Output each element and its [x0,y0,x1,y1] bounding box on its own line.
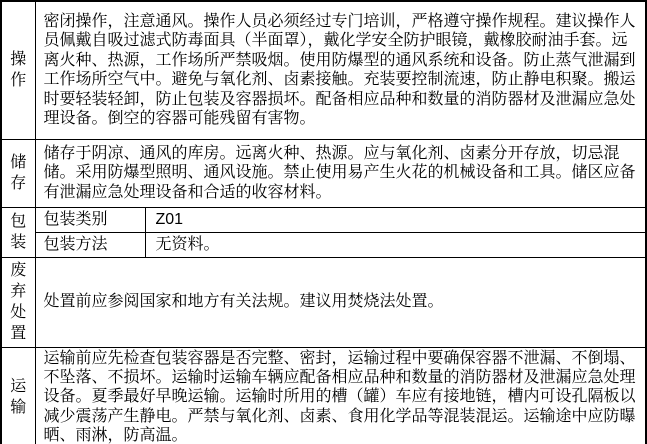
row-content-operation: 密闭操作，注意通风。操作人员必须经过专门培训，严格遵守操作规程。建议操作人员佩戴自吸过滤式防毒面具（半面罩），戴化学安全防护眼镜，戴橡胶耐油手套。远离火种、热源，工作场所严禁吸烟。使用防爆型的通风系统和设备。防止蒸气泄漏到工作场所空气中。避免与氧化剂、卤素接触。充装要控制流速，防止静电积聚。搬运时要轻装轻卸，防止包装及容器损坏。配备相应品种和数量的消防器材及泄漏应急处理设备。倒空的容器可能残留有害物。 [35,1,646,139]
row-label-storage [1,139,35,207]
packaging-category-value: Z01 [145,207,646,232]
row-label-transport-text: 运输 [10,378,27,417]
row-content-transport: 运输前应先检查包装容器是否完整、密封，运输过程中要确保容器不泄漏、不倒塌、不坠落、不损坏。运输时运输车辆应配备相应品种和数量的消防器材及泄漏应急处理设备。夏季最好早晚运输。运输时所用的槽（罐）车应有接地链，槽内可设孔隔板以减少震荡产生静电。严禁与氧化剂、卤素、食用化学品等混装混运。运输途中应防曝晒、雨淋，防高温。 [35,347,646,444]
table-row-packaging-method [1,232,646,257]
row-label-operation-text: 操作 [10,51,27,90]
row-label-disposal [1,257,35,347]
table-row-disposal [1,257,646,347]
row-content-storage: 储存于阴凉、通风的库房。远离火种、热源。应与氧化剂、卤素分开存放，切忌混储。采用防爆型照明、通风设施。禁止使用易产生火花的机械设备和工具。储区应备有泄漏应急处理设备和合适的收容材料。 [35,139,646,207]
table-row-transport [1,347,646,444]
row-label-transport [1,347,35,444]
table-row-storage [1,139,646,207]
row-label-packaging [1,207,35,257]
row-label-disposal-text: 废弃处置 [10,262,27,342]
row-content-disposal: 处置前应参阅国家和地方有关法规。建议用焚烧法处置。 [35,257,646,347]
table-row-packaging-category [1,207,646,232]
table-row-operation [1,1,646,139]
packaging-method-value: 无资料。 [145,232,646,257]
packaging-method-key: 包装方法 [35,232,145,257]
row-label-operation [1,1,35,139]
row-label-packaging-text: 包装 [10,213,27,251]
packaging-category-key: 包装类别 [35,207,145,232]
row-label-storage-text: 储存 [10,154,27,192]
